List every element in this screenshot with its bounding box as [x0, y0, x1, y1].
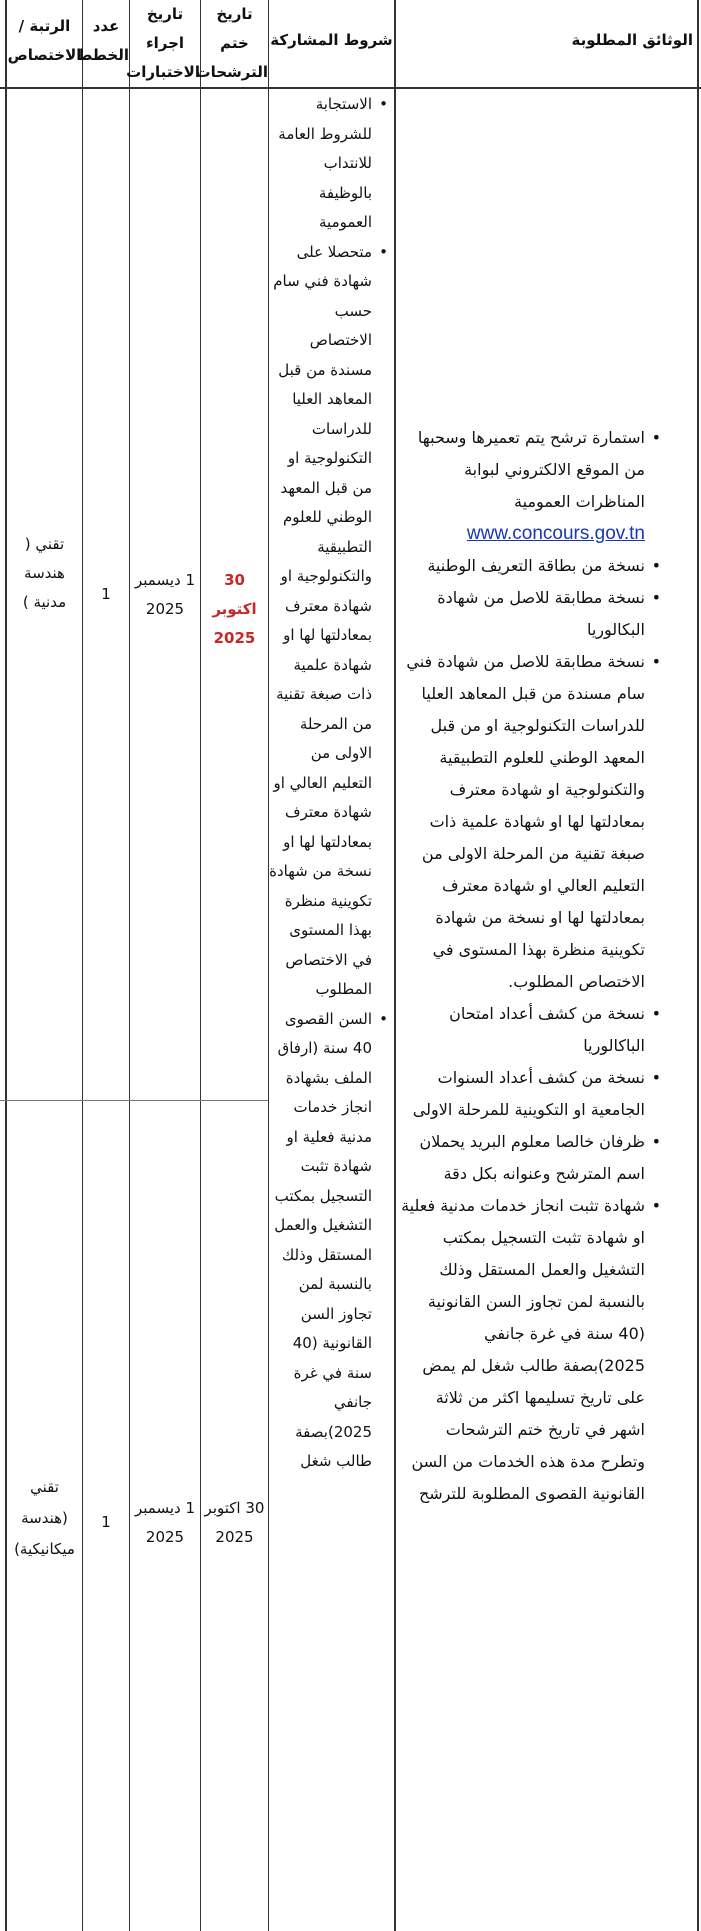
- condition-item: • الاستجابة للشروط العامة للانتداب بالوظيفة العمومية: [269, 90, 388, 238]
- row-1-deadline: 30 اكتوبر 2025: [212, 571, 257, 647]
- header-divider: [0, 87, 701, 89]
- row-2-rank: تقني (هندسة ميكانيكية): [14, 1478, 75, 1558]
- row-1-rank: تقني ( هندسة مدنية ): [22, 535, 67, 611]
- table-border-left: [5, 0, 7, 1931]
- row-1-exam-date: 1 ديسمبر 2025: [134, 571, 196, 618]
- header-conditions: شروط المشاركة: [270, 31, 393, 49]
- document-item: • ظرفان خالصا معلوم البريد يحملان اسم المترشح وعنوانه بكل دقة: [398, 1126, 661, 1190]
- col-divider: [82, 0, 83, 1931]
- row-2-count: 1: [101, 1513, 111, 1531]
- documents-cell: [396, 422, 697, 1510]
- document-item: • نسخة مطابقة للاصل من شهادة فني سام مسندة من قبل المعاهد العليا للدراسات التكنولوجية او من قبل المعهد الوطني للعلوم التطبيقية والتكنولوجية او شهادة معترف بمعادلتها لها او شهادة علمية ذات صبغة تقنية من المرحلة الاولى من التعليم العالي او شهادة معترف بمعادلتها لها او نسخة من شهادة تكوينية منظرة بهذا المستوى في الاختصاص المطلوب.: [398, 646, 661, 998]
- row-2-exam-date: 1 ديسمبر 2025: [134, 1499, 196, 1546]
- row-1-count: 1: [101, 585, 111, 603]
- document-item: • شهادة تثبت انجاز خدمات مدنية فعلية او شهادة تثبت التسجيل بمكتب التشغيل والعمل المستقل وذلك بالنسبة لمن تجاوز السن القانونية (40 سنة في غرة جانفي 2025)بصفة طالب شغل لم يمض على تاريخ تسليمها اكثر من ثلاثة اشهر في تاريخ ختم الترشحات وتطرح مدة هذه الخدمات من السن القانونية القصوى المطلوبة للترشح: [398, 1190, 661, 1510]
- conditions-list: [269, 90, 388, 1477]
- col-divider: [200, 0, 201, 1931]
- document-item: • نسخة من كشف أعداد السنوات الجامعية او التكوينية للمرحلة الاولى: [398, 1062, 661, 1126]
- conditions-cell: [269, 90, 394, 1477]
- document-item-text: استمارة ترشح يتم تعميرها وسحبها من الموقع الالكتروني لبوابة المناظرات العمومية: [417, 428, 645, 511]
- document-item: • نسخة من كشف أعداد امتحان الباكالوريا: [398, 998, 661, 1062]
- header-deadline: تاريخ ختم الترشحات: [195, 5, 268, 81]
- document-item: [398, 422, 661, 550]
- header-rank: الرتبة / الاختصاص: [7, 17, 82, 64]
- row-divider: [0, 1100, 268, 1101]
- condition-item: • متحصلا على شهادة فني سام حسب الاختصاص مسندة من قبل المعاهد العليا للدراسات التكنولوجية او من قبل المعهد الوطني للعلوم التطبيقية والتكنولوجية او شهادة معترف بمعادلتها لها او شهادة علمية ذات صبغة تقنية من المرحلة الاولى من التعليم العالي او شهادة معترف بمعادلتها لها او نسخة من شهادة تكوينية منظرة بهذا المستوى في الاختصاص المطلوب: [269, 238, 388, 1005]
- col-divider: [129, 0, 130, 1931]
- concours-link[interactable]: www.concours.gov.tn: [466, 523, 645, 544]
- header-documents: الوثائق المطلوبة: [571, 31, 693, 49]
- documents-list: [398, 422, 661, 1510]
- header-count: عدد الخطط: [76, 17, 129, 64]
- document-item: • نسخة مطابقة للاصل من شهادة البكالوريا: [398, 582, 661, 646]
- condition-item: • السن القصوى 40 سنة (ارفاق الملف بشهادة انجاز خدمات مدنية فعلية او شهادة تثبت التسجيل بمكتب التشغيل والعمل المستقل وذلك بالنسبة لمن تجاوز السن القانونية (40 سنة في غرة جانفي 2025)بصفة طالب شغل: [269, 1005, 388, 1477]
- document-item: • نسخة من بطاقة التعريف الوطنية: [398, 550, 661, 582]
- table-border-right: [697, 0, 699, 1931]
- row-2-deadline: 30 اكتوبر 2025: [204, 1499, 265, 1546]
- header-exam-date: تاريخ اجراء الاختبارات: [126, 5, 200, 81]
